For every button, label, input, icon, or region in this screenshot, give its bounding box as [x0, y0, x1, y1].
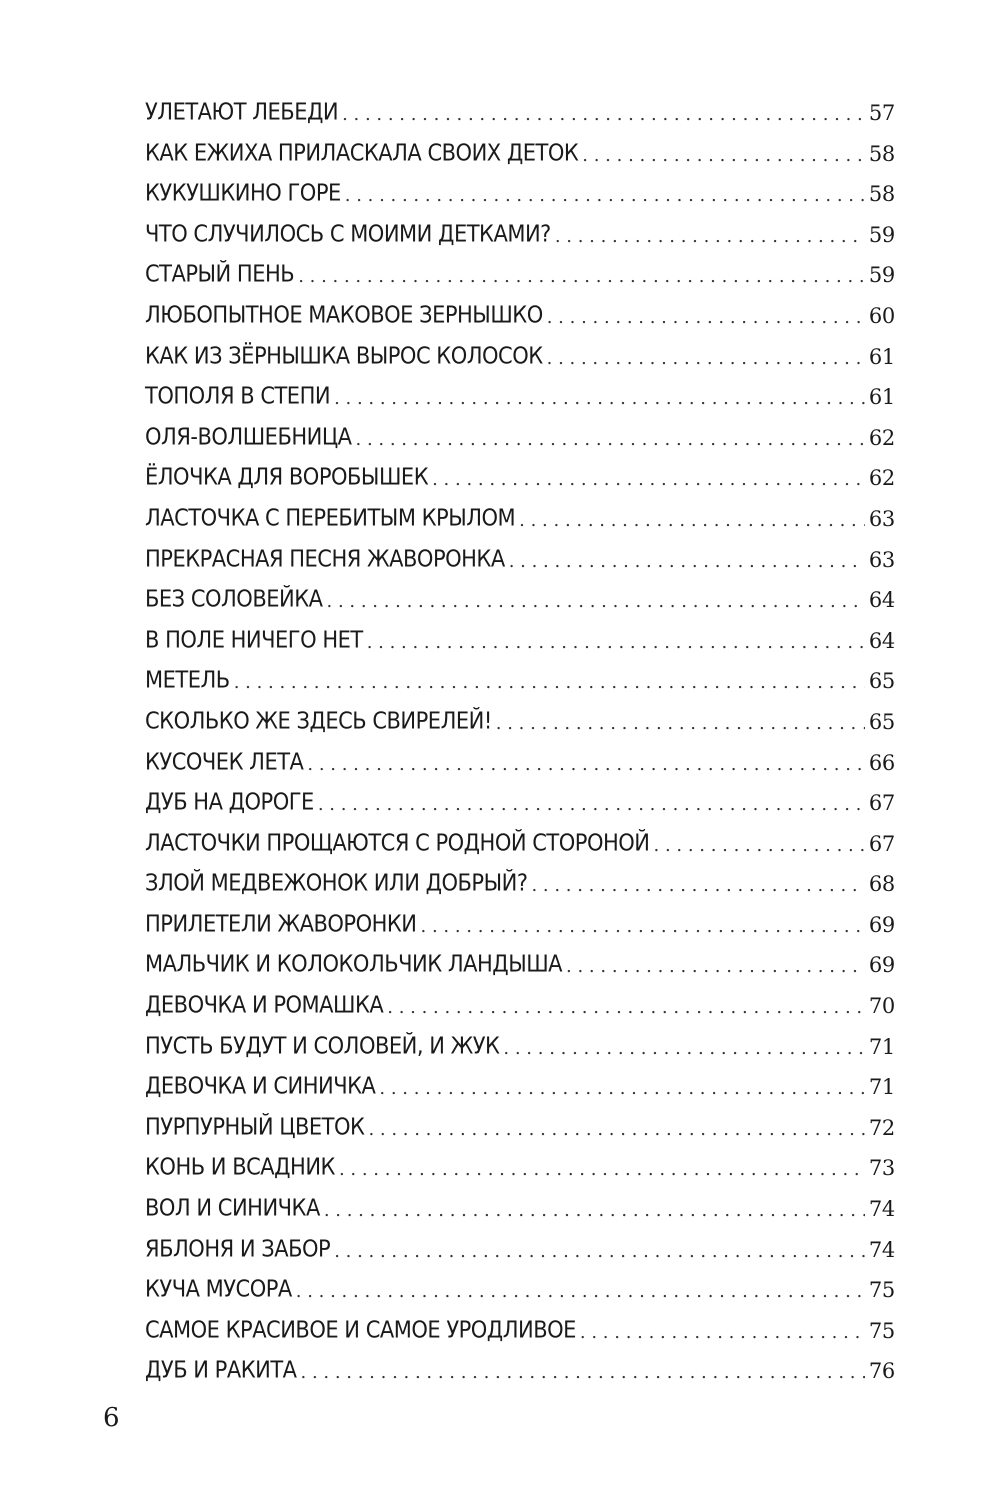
toc-entry: [145, 791, 895, 832]
toc-entry-title: КАК ЕЖИХА ПРИЛАСКАЛА СВОИХ ДЕТОК: [145, 139, 579, 166]
dot-leader: [531, 875, 864, 896]
dot-leader: [301, 1362, 865, 1383]
toc-entry-title: ЛЮБОПЫТНОЕ МАКОВОЕ ЗЕРНЫШКО: [145, 302, 543, 328]
toc-entry-page: 58: [868, 141, 895, 166]
dot-leader: [345, 185, 865, 206]
toc-entry-title: ПРЕКРАСНАЯ ПЕСНЯ ЖАВОРОНКА: [145, 545, 505, 572]
toc-entry-page: 73: [868, 1156, 895, 1181]
dot-leader: [296, 1281, 865, 1302]
page-number: 6: [103, 1403, 120, 1433]
toc-entry-page: 60: [868, 303, 895, 328]
toc-entry-title: ДЕВОЧКА И СИНИЧКА: [145, 1073, 376, 1100]
toc-entry-title: КОНЬ И ВСАДНИК: [145, 1154, 335, 1181]
toc-entry-page: 67: [868, 831, 895, 856]
dot-leader: [367, 632, 865, 653]
toc-entry-title: САМОЕ КРАСИВОЕ И САМОЕ УРОДЛИВОЕ: [145, 1316, 576, 1343]
toc-entry-page: 74: [868, 1197, 895, 1222]
dot-leader: [339, 1159, 865, 1180]
toc-entry-page: 62: [868, 466, 895, 491]
toc-entry-page: 76: [868, 1359, 895, 1384]
toc-entry: [145, 1235, 895, 1279]
toc-entry: [145, 545, 895, 589]
dot-leader: [580, 1322, 865, 1343]
toc-entry-page: 59: [868, 263, 895, 288]
dot-leader: [547, 307, 865, 328]
dot-leader: [432, 469, 865, 490]
dot-leader: [555, 226, 865, 247]
toc-entry-title: СТАРЫЙ ПЕНЬ: [145, 261, 295, 288]
toc-entry-page: 61: [868, 344, 895, 369]
toc-entry-title: КУЧА МУСОРА: [145, 1276, 292, 1303]
toc-entry-title: ВОЛ И СИНИЧКА: [145, 1195, 320, 1222]
toc-entry-title: ЯБЛОНЯ И ЗАБОР: [145, 1235, 331, 1262]
toc-entry-title: МЕТЕЛЬ: [145, 667, 230, 694]
toc-entry-title: ЛАСТОЧКИ ПРОЩАЮТСЯ С РОДНОЙ СТОРОНОЙ: [145, 829, 650, 856]
dot-leader: [334, 1241, 865, 1262]
dot-leader: [318, 794, 865, 815]
toc-entry: [145, 1032, 895, 1076]
toc-entry-title: ПУСТЬ БУДУТ И СОЛОВЕЙ, И ЖУК: [145, 1032, 500, 1059]
dot-leader: [509, 551, 865, 572]
toc-entry-page: 63: [868, 506, 895, 531]
toc-entry-page: 61: [868, 385, 895, 410]
dot-leader: [307, 754, 864, 775]
dot-leader: [421, 916, 865, 937]
toc-entry-page: 68: [868, 872, 895, 897]
toc-entry-page: 71: [868, 1034, 895, 1059]
toc-entry: [145, 953, 895, 994]
toc-entry-title: КАК ИЗ ЗЁРНЫШКА ВЫРОС КОЛОСОК: [145, 342, 543, 369]
toc-entry: [145, 101, 895, 142]
dot-leader: [234, 672, 865, 693]
dot-leader: [368, 1119, 864, 1140]
toc-entry-page: 65: [868, 709, 895, 734]
toc-entry-page: 74: [868, 1237, 895, 1262]
dot-leader: [356, 429, 865, 450]
toc-entry-page: 58: [868, 182, 895, 207]
toc-entry: [145, 182, 895, 223]
toc-entry-title: КУКУШКИНО ГОРЕ: [145, 180, 341, 207]
toc-entry-page: 65: [868, 669, 895, 694]
toc-entry-title: ЧТО СЛУЧИЛОСЬ С МОИМИ ДЕТКАМИ?: [145, 220, 551, 247]
toc-entry: [145, 1316, 895, 1360]
toc-entry-title: ПРИЛЕТЕЛИ ЖАВОРОНКИ: [145, 910, 417, 937]
toc-entry-title: ТОПОЛЯ В СТЕПИ: [145, 383, 331, 410]
toc-entry: [145, 588, 895, 629]
toc-entry: [145, 707, 895, 751]
toc-entry: [145, 1278, 895, 1319]
toc-entry-page: 69: [868, 912, 895, 937]
toc-entry-page: 64: [868, 628, 895, 653]
toc-entry: [145, 507, 895, 548]
dot-leader: [342, 104, 865, 125]
toc-entry-page: 69: [868, 953, 895, 978]
toc-entry-title: МАЛЬЧИК И КОЛОКОЛЬЧИК ЛАНДЫША: [145, 951, 563, 978]
toc-entry: [145, 1075, 895, 1116]
toc-entry: [145, 263, 895, 304]
dot-leader: [387, 997, 865, 1018]
toc-entry: [145, 1359, 895, 1400]
toc-entry-page: 57: [868, 101, 895, 125]
toc-entry: [145, 626, 895, 670]
toc-entry-page: 62: [868, 425, 895, 450]
toc-entry-page: 71: [868, 1075, 895, 1100]
dot-leader: [327, 591, 865, 612]
toc-entry-page: 63: [868, 547, 895, 572]
dot-leader: [379, 1078, 864, 1099]
toc-entry: [145, 910, 895, 954]
toc-entry-title: СКОЛЬКО ЖЕ ЗДЕСЬ СВИРЕЛЕЙ!: [145, 707, 492, 734]
toc-entry-page: 64: [868, 588, 895, 613]
toc-entry-page: 75: [868, 1318, 895, 1343]
dot-leader: [519, 510, 865, 531]
toc-entry-title: УЛЕТАЮТ ЛЕБЕДИ: [145, 99, 339, 125]
table-of-contents: [145, 101, 895, 1400]
toc-entry-title: ЁЛОЧКА ДЛЯ ВОРОБЫШЕК: [145, 464, 429, 491]
dot-leader: [582, 145, 865, 166]
toc-entry-title: ПУРПУРНЫЙ ЦВЕТОК: [145, 1113, 365, 1140]
toc-entry-title: КУСОЧЕК ЛЕТА: [145, 748, 304, 775]
toc-entry-page: 70: [868, 994, 895, 1019]
toc-entry: [145, 139, 895, 183]
toc-entry: [145, 304, 895, 345]
toc-entry: [145, 669, 895, 710]
toc-entry-title: ОЛЯ-ВОЛШЕБНИЦА: [145, 423, 352, 450]
toc-entry: [145, 423, 895, 467]
toc-entry-title: В ПОЛЕ НИЧЕГО НЕТ: [145, 626, 363, 653]
dot-leader: [298, 266, 865, 287]
toc-entry-page: 59: [868, 222, 895, 247]
toc-entry-title: ЛАСТОЧКА С ПЕРЕБИТЫМ КРЫЛОМ: [145, 505, 516, 531]
toc-entry-page: 72: [868, 1115, 895, 1140]
dot-leader: [566, 956, 865, 977]
toc-entry-title: ДУБ НА ДОРОГЕ: [145, 789, 314, 816]
toc-entry-page: 67: [868, 791, 895, 816]
toc-entry: [145, 829, 895, 873]
dot-leader: [324, 1200, 865, 1221]
toc-entry: [145, 872, 895, 913]
toc-entry: [145, 1113, 895, 1157]
toc-entry-title: ДЕВОЧКА И РОМАШКА: [145, 992, 384, 1019]
dot-leader: [547, 348, 865, 369]
toc-entry: [145, 466, 895, 507]
toc-entry: [145, 220, 895, 264]
toc-entry: [145, 342, 895, 386]
dot-leader: [496, 713, 865, 734]
toc-entry: [145, 1156, 895, 1197]
dot-leader: [654, 835, 865, 856]
dot-leader: [503, 1038, 864, 1059]
toc-entry-page: 75: [868, 1278, 895, 1303]
toc-entry: [145, 385, 895, 426]
toc-entry: [145, 1197, 895, 1238]
toc-entry-title: ЗЛОЙ МЕДВЕЖОНОК ИЛИ ДОБРЫЙ?: [145, 870, 528, 897]
toc-entry: [145, 748, 895, 792]
toc-entry-title: ДУБ И РАКИТА: [145, 1357, 297, 1384]
toc-entry: [145, 994, 895, 1035]
toc-entry-page: 66: [868, 750, 895, 775]
toc-entry-title: БЕЗ СОЛОВЕЙКА: [145, 586, 323, 613]
dot-leader: [334, 388, 865, 409]
